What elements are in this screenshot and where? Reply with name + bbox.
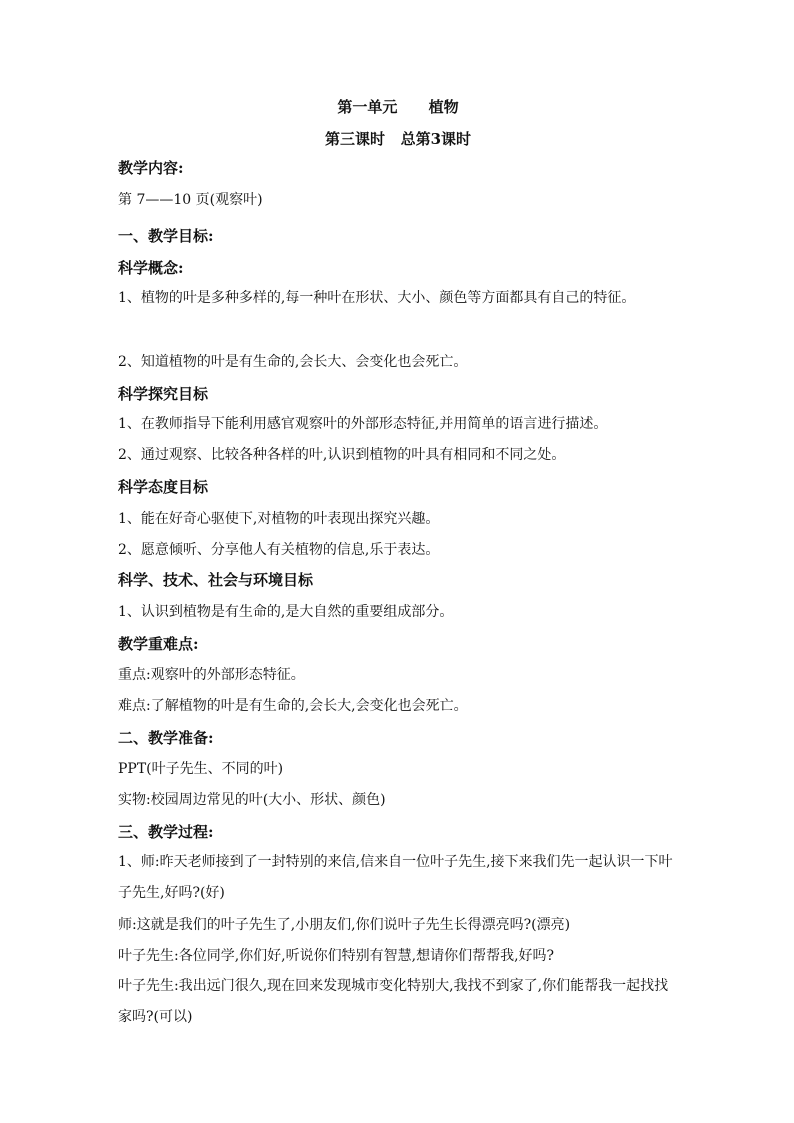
process-item-4: 叶子先生:我出远门很久,现在回来发现城市变化特别大,我找不到家了,你们能帮我一起找找家吗?(可以) bbox=[118, 978, 669, 1025]
key-difficult-heading: 教学重难点: bbox=[118, 635, 199, 653]
process-item-2: 师:这就是我们的叶子先生了,小朋友们,你们说叶子先生长得漂亮吗?(漂亮) bbox=[118, 917, 571, 933]
lesson-title: 第三课时 总第3课时 bbox=[324, 130, 472, 148]
key-point: 重点:观察叶的外部形态特征。 bbox=[118, 667, 305, 683]
concept-item-1: 1、植物的叶是多种多样的,每一种叶在形状、大小、颜色等方面都具有自己的特征。 bbox=[118, 290, 636, 306]
preparation-item-2: 实物:校园周边常见的叶(大小、形状、颜色) bbox=[118, 792, 386, 808]
attitude-item-1: 1、能在好奇心驱使下,对植物的叶表现出探究兴趣。 bbox=[118, 511, 440, 527]
attitude-item-2: 2、愿意倾听、分享他人有关植物的信息,乐于表达。 bbox=[118, 542, 440, 558]
content-heading: 教学内容: bbox=[118, 159, 184, 177]
content-text: 第 7——10 页(观察叶) bbox=[118, 192, 263, 208]
preparation-item-1: PPT(叶子先生、不同的叶) bbox=[118, 761, 284, 777]
unit-title: 第一单元 植物 bbox=[337, 98, 459, 116]
section-process-heading: 三、教学过程: bbox=[118, 823, 214, 841]
process-item-3: 叶子先生:各位同学,你们好,听说你们特别有智慧,想请你们帮帮我,好吗? bbox=[118, 948, 555, 964]
concept-item-2: 2、知道植物的叶是有生命的,会长大、会变化也会死亡。 bbox=[118, 354, 468, 370]
inquiry-heading: 科学探究目标 bbox=[118, 385, 209, 403]
process-item-1: 1、师:昨天老师接到了一封特别的来信,信来自一位叶子先生,接下来我们先一起认识一下叶子先生,好吗?(好) bbox=[118, 854, 673, 901]
attitude-heading: 科学态度目标 bbox=[118, 478, 209, 496]
concept-heading: 科学概念: bbox=[118, 259, 184, 277]
difficult-point: 难点:了解植物的叶是有生命的,会长大,会变化也会死亡。 bbox=[118, 698, 468, 714]
stse-heading: 科学、技术、社会与环境目标 bbox=[118, 571, 314, 589]
section-preparation-heading: 二、教学准备: bbox=[118, 729, 214, 747]
inquiry-item-1: 1、在教师指导下能利用感官观察叶的外部形态特征,并用简单的语言进行描述。 bbox=[118, 416, 608, 432]
stse-item-1: 1、认识到植物是有生命的,是大自然的重要组成部分。 bbox=[118, 604, 454, 620]
section-objectives-heading: 一、教学目标: bbox=[118, 227, 214, 245]
inquiry-item-2: 2、通过观察、比较各种各样的叶,认识到植物的叶具有相同和不同之处。 bbox=[118, 447, 566, 463]
